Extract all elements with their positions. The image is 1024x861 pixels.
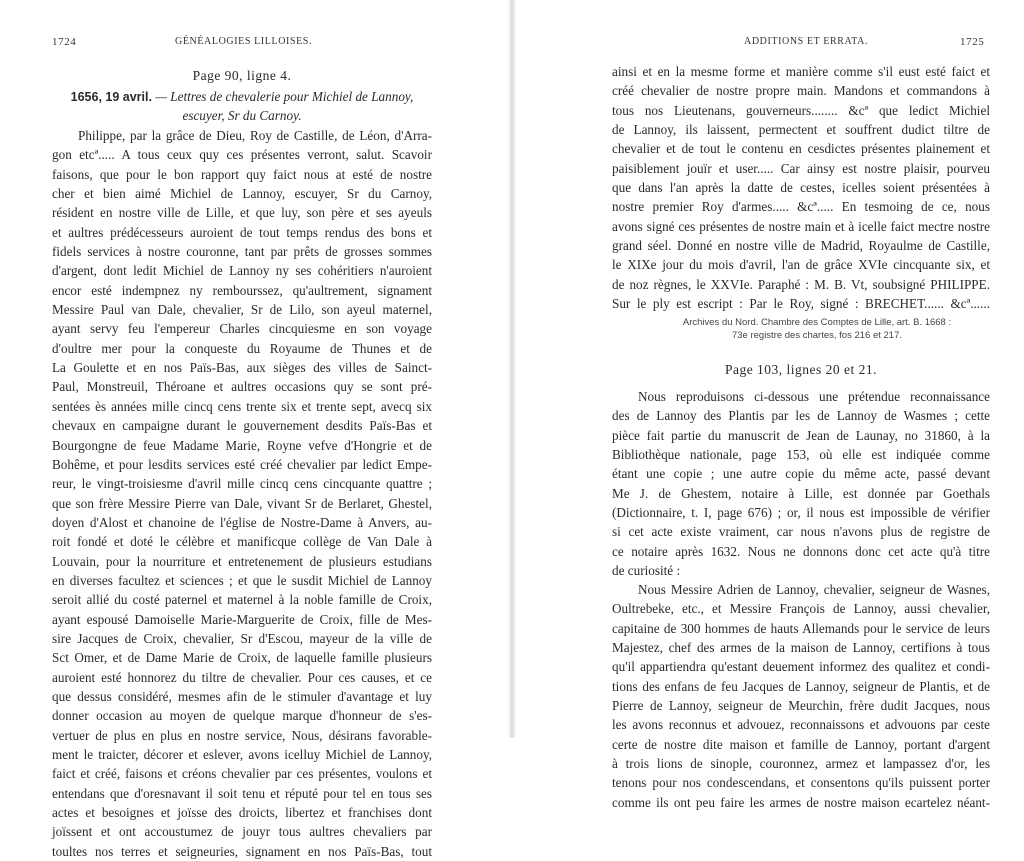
- entry-date: 1656, 19 avril.: [70, 90, 152, 104]
- text-line: auroient esté honnorez du tiltre de chevalier. Pour ces causes, et ce: [52, 669, 432, 685]
- text-line: qu'il appartiendra qu'estant deuement informez des qualitez et condi-: [612, 659, 990, 675]
- text-line: à trois lions de sinople, couronnez, armez et lampassez d'or, les: [612, 756, 990, 772]
- text-line: entendans que d'oresnavant il soit tenu et réputé pour tel en tous ses: [52, 785, 432, 801]
- right-section-heading: Page 103, lignes 20 et 21.: [724, 362, 878, 377]
- left-running-head: GÉNÉALOGIES LILLOISES.: [175, 36, 313, 47]
- text-line: de noz règnes, le XXVIe. Paraphé : M. B. Vt, soubsigné PHILIPPE.: [612, 276, 990, 292]
- left-page-number: 1724: [52, 36, 77, 48]
- text-line: faisons, que pour le bon rapport quy faict nous at esté de nostre: [52, 166, 432, 182]
- text-line: des de Lannoy des Plantis par les de Lannoy de Wasmes ; cette: [612, 408, 990, 424]
- text-line: Sct Omer, et de Dame Marie de Croix, de laquelle famille plusieurs: [52, 650, 432, 666]
- text-line: Me J. de Ghestem, notaire à Lille, est donnée par Goethals: [612, 485, 990, 501]
- text-line: cher et bien aimé Michiel de Lannoy, escuyer, Sr du Carnoy,: [52, 186, 432, 202]
- text-line: avons signé ces présentes de nostre main et à icelle faict mectre nostre: [612, 218, 990, 234]
- text-line: que dans l'an après la datte de cestes, icelles soient présentées à: [612, 180, 990, 196]
- text-line: faict et créé, faisons et créons chevalier par ces présentes, voulons et: [52, 766, 432, 782]
- right-running-head: ADDITIONS ET ERRATA.: [744, 36, 869, 47]
- text-line: ayant servy feu l'empereur Charles cincquiesme en son voyage: [52, 321, 432, 337]
- right-page-number: 1725: [960, 36, 985, 48]
- text-line: tous nos Lieutenans, gouverneurs........ &cª que ledict Michiel: [612, 102, 990, 118]
- text-line: Oultrebeke, etc., et Messire François de Lannoy, aussi chevalier,: [612, 601, 990, 617]
- text-line: ayant espousé Damoiselle Marie-Marguerite de Croix, fille de Mes-: [52, 611, 432, 627]
- text-line: les avons reconnus et advouez, reconnaissons et advouons par ceste: [612, 717, 990, 733]
- entry-title-text: — Lettres de chevalerie pour Michiel de Lannoy,: [151, 89, 414, 104]
- text-line: roit fondé et doté le célèbre et manificque collège de Van Dale à: [52, 534, 432, 550]
- text-line: que dessus considéré, mesmes afin de le stimuler d'avantage et luy: [52, 688, 432, 704]
- text-line: Bohême, et pour lesdits services esté créé chevalier par ledict Empe-: [52, 456, 432, 472]
- text-line: d'oultre mer pour la conqueste du Royaume de Thunes et de: [52, 340, 432, 356]
- text-line: (Dictionnaire, t. I, page 676) ; or, il nous est impossible de vérifier: [612, 505, 990, 521]
- left-body-text: [52, 126, 432, 861]
- text-line: actes et besoignes et joïsse des droicts, libertez et franchises dont: [52, 805, 432, 821]
- text-line: en diverses facultez et sciences ; et que le susdit Michiel de Lannoy: [52, 572, 432, 588]
- text-line: toultes nos terres et seigneuries, signament en nos Païs-Bas, tout: [52, 843, 432, 859]
- archive-source-line-1: Archives du Nord. Chambre des Comptes de Lille, art. B. 1668 :: [682, 317, 952, 328]
- text-line: Philippe, par la grâce de Dieu, Roy de Castille, de Léon, d'Arra-: [78, 128, 432, 143]
- text-line: de curiosité :: [612, 563, 681, 579]
- text-line: Nous Messire Adrien de Lannoy, chevalier, seigneur de Wasnes,: [638, 582, 990, 597]
- text-line: ainsi et en la mesme forme et manière comme s'il eust esté faict et: [612, 64, 990, 79]
- text-line: reur, le vingt-troisiesme d'avril mille cincq cens cincquante quattre ;: [52, 476, 432, 492]
- left-page: [0, 0, 512, 859]
- archive-source-line-2: 73e registre des chartes, fos 216 et 217.: [731, 330, 903, 341]
- text-line: de Lannoy, ils laissent, permectent et souffrent dudict tiltre de: [612, 122, 990, 138]
- text-line: Sur le ply est escript : Par le Roy, signé : BRECHET...... &cª......: [612, 296, 990, 312]
- text-line: étant une copie ; une autre copie du même acte, passé devant: [612, 466, 990, 482]
- text-line: d'argent, dont ledit Michiel de Lannoy ny ses cohéritiers n'auroient: [52, 263, 432, 279]
- text-line: ce notaire après 1632. Nous ne donnons donc cet acte qu'à titre: [612, 543, 990, 559]
- right-mid-text: [612, 387, 990, 580]
- text-line: Bibliothèque nationale, page 153, où elle est indiquée comme: [612, 447, 990, 463]
- text-line: que son frère Messire Pierre van Dale, vivant Sr de Berlaret, Ghestel,: [52, 495, 432, 511]
- text-line: résident en nostre ville de Lille, et que luy, son père et ses ayeuls: [52, 205, 432, 221]
- text-line: Paul, Monstreuil, Théroane et aultres occasions quy se sont pré-: [52, 379, 432, 395]
- text-line: Bourgongne de feue Madame Marie, Royne vefve d'Hongrie et de: [52, 437, 432, 453]
- text-line: fidels services à nostre couronne, tant par prêts de grosses sommes: [52, 244, 432, 260]
- text-line: tions des enfans de feu Jacques de Lannoy, seigneur de Plantis, et de: [612, 678, 990, 694]
- text-line: Majestez, chef des armes de la maison de Lannoy, certifions à tous: [612, 640, 990, 656]
- text-line: le XIXe jour du mois d'avril, l'an de grâce XVIe cincquante six, et: [612, 257, 990, 273]
- text-line: pièce fait partie du manuscrit de Jean de Launay, no 31860, à la: [612, 427, 990, 443]
- text-line: tenons pour nos condescendans, et consentons qu'ils puissent porter: [612, 775, 990, 791]
- text-line: chevalier et de tout le contenu en cesdictes présentes plainement et: [612, 141, 990, 157]
- text-line: joïssent et ont accoustumez de jouyr tous aultres chevaliers par: [52, 824, 432, 840]
- text-line: seroit allié du costé paternel et maternel à la noble famille de Croix,: [52, 592, 432, 608]
- text-line: gon etcª..... A tous ceux quy ces présentes verront, salut. Scavoir: [52, 147, 432, 163]
- text-line: chevaux en campaigne durant le gouvernement desdits Païs-Bas et: [52, 418, 432, 434]
- right-top-text: [612, 62, 990, 313]
- text-line: capitaine de 300 hommes de hauts Allemands pour le service de leurs: [612, 620, 990, 636]
- text-line: sentées ès années mille cincq cens trente six et trente sept, avecq six: [52, 398, 432, 414]
- text-line: Pierre de Lannoy, seigneur de Meurchin, frère dudit Jacques, nous: [612, 698, 990, 714]
- text-line: La Goulette et en nos Païs-Bas, aux sièges des villes de Sainct-: [52, 360, 432, 376]
- entry-title-line-1: [52, 87, 432, 106]
- text-line: certe de nostre dite maison et famille de Lannoy, portant d'argent: [612, 736, 990, 752]
- text-line: nostre premier Roy d'armes..... &cª..... En tesmoing de ce, nous: [612, 199, 990, 215]
- text-line: si cet acte existe vraiment, car nous n'avons plus de registre de: [612, 524, 990, 540]
- text-line: comme ils ont peu faire les armes de nostre maison ecartelez néant-: [612, 794, 990, 810]
- text-line: grand séel. Donné en nostre ville de Madrid, Royaulme de Castille,: [612, 238, 990, 254]
- entry-title-text-2: escuyer, Sr du Carnoy.: [182, 108, 302, 124]
- text-line: sire Jacques de Croix, chevalier, Sr d'Escou, mayeur de la ville de: [52, 630, 432, 646]
- text-line: ment le traicter, décorer et eslever, avons icelluy Michiel de Lannoy,: [52, 747, 432, 762]
- right-page: [512, 0, 1024, 810]
- right-bottom-text: [612, 580, 990, 812]
- text-line: paisiblement jouïr et user..... Car ainsy est nostre plaisir, pourveu: [612, 160, 990, 176]
- text-line: et aultres prédécesseurs auroient de tout temps rendus des bons et: [52, 224, 432, 240]
- text-line: Louvain, pour la nourriture et entretenement de plusieurs estudians: [52, 553, 432, 569]
- text-line: donner occasion au moyen de quelque marque d'honneur de s'es-: [52, 708, 432, 724]
- text-line: doyen d'Alost et chanoine de l'église de Nostre-Dame à Anvers, au-: [52, 514, 432, 530]
- text-line: vertuer de plus en plus en nostre service, Nous, désirans favorable-: [52, 727, 432, 743]
- entry-title: [52, 87, 432, 126]
- text-line: encor esté indempnez ny rembourssez, qu'aultrement, signament: [52, 282, 432, 298]
- text-line: Messire Paul van Dale, chevalier, Sr de Lilo, son ayeul maternel,: [52, 302, 432, 318]
- entry-title-line-2: [52, 106, 432, 125]
- left-section-heading: Page 90, ligne 4.: [192, 68, 292, 83]
- text-line: Nous reproduisons ci-dessous une prétendue reconnaissance: [638, 389, 990, 404]
- text-line: créé chevalier de nostre propre main. Mandons et commandons à: [612, 83, 990, 99]
